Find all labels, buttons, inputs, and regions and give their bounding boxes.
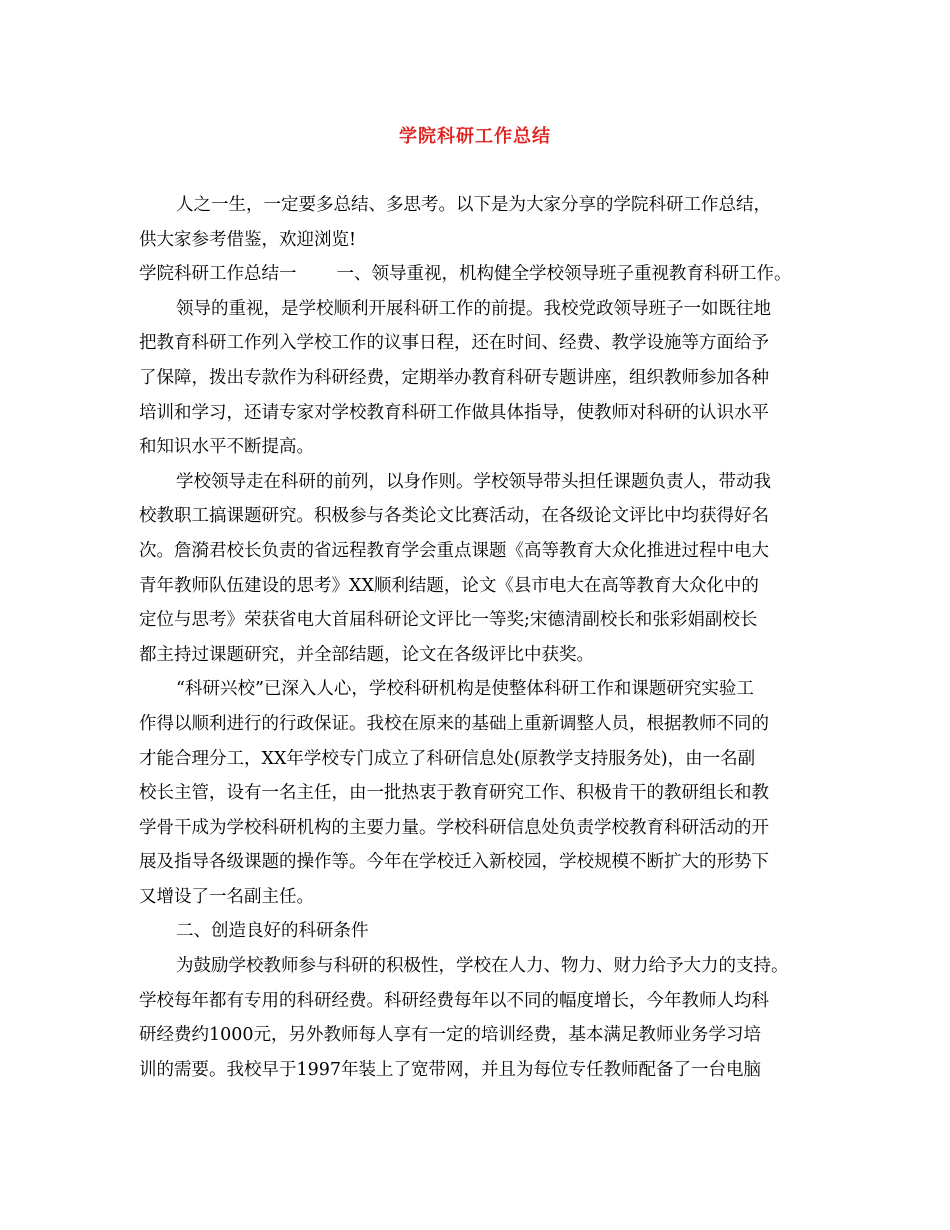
paragraph-line: “科研兴校”已深入人心，学校科研机构是使整体科研工作和课题研究实验工 <box>176 679 754 700</box>
paragraph-line: 校教职工搞课题研究。积极参与各类论文比赛活动，在各级论文评比中均获得好名 <box>139 506 769 527</box>
paragraph-line: 学骨干成为学校科研机构的主要力量。学校科研信息处负责学校教育科研活动的开 <box>139 817 769 838</box>
section-heading: 学院科研工作总结一 <box>139 264 297 285</box>
subsection-heading: 一、领导重视，机构健全学校领导班子重视教育科研工作。 <box>336 264 792 285</box>
paragraph-line: 了保障，拨出专款作为科研经费，定期举办教育科研专题讲座，组织教师参加各种 <box>139 367 769 388</box>
paragraph-line: 定位与思考》荣获省电大首届科研论文评比一等奖;宋德清副校长和张彩娟副校长 <box>139 610 758 631</box>
paragraph-line: 学校每年都有专用的科研经费。科研经费每年以不同的幅度增长，今年教师人均科 <box>139 990 769 1011</box>
document-body <box>139 188 831 1087</box>
paragraph-line: 展及指导各级课题的操作等。今年在学校迁入新校园，学校规模不断扩大的形势下 <box>139 852 769 873</box>
paragraph-line: 都主持过课题研究，并全部结题，论文在各级评比中获奖。 <box>139 644 594 665</box>
paragraph-line: 供大家参考借鉴，欢迎浏览! <box>139 229 357 250</box>
paragraph-line: 又增设了一名副主任。 <box>139 886 314 907</box>
paragraph-line: 学校领导走在科研的前列，以身作则。学校领导带头担任课题负责人，带动我 <box>176 471 771 492</box>
paragraph-line <box>139 257 831 292</box>
document-title: 学院科研工作总结 <box>399 126 551 147</box>
paragraph-line: 才能合理分工，XX年学校专门成立了科研信息处(原教学支持服务处)，由一名副 <box>139 748 756 769</box>
paragraph-line: 校长主管，设有一名主任，由一批热衷于教育研究工作、积极肯干的教研组长和教 <box>139 783 769 804</box>
paragraph-line: 为鼓励学校教师参与科研的积极性，学校在人力、物力、财力给予大力的支持。 <box>176 956 789 977</box>
paragraph-line: 和知识水平不断提高。 <box>139 437 314 458</box>
section-heading: 二、创造良好的科研条件 <box>176 921 369 942</box>
paragraph-line: 次。詹漪君校长负责的省远程教育学会重点课题《高等教育大众化推进过程中电大 <box>139 540 769 561</box>
paragraph-line: 领导的重视，是学校顺利开展科研工作的前提。我校党政领导班子一如既往地 <box>176 298 771 319</box>
paragraph-line: 作得以顺利进行的行政保证。我校在原来的基础上重新调整人员，根据教师不同的 <box>139 713 769 734</box>
paragraph-line: 人之一生，一定要多总结、多思考。以下是为大家分享的学院科研工作总结， <box>176 195 771 215</box>
paragraph-line: 研经费约1000元，另外教师每人享有一定的培训经费，基本满足教师业务学习培 <box>139 1025 762 1046</box>
paragraph-line: 青年教师队伍建设的思考》XX顺利结题，论文《县市电大在高等教育大众化中的 <box>139 575 759 596</box>
paragraph-line: 把教育科研工作列入学校工作的议事日程，还在时间、经费、教学设施等方面给予 <box>139 333 769 354</box>
paragraph-line: 培训和学习，还请专家对学校教育科研工作做具体指导，使教师对科研的认识水平 <box>139 402 769 423</box>
paragraph-line: 训的需要。我校早于1997年装上了宽带网，并且为每位专任教师配备了一台电脑 <box>139 1059 762 1080</box>
